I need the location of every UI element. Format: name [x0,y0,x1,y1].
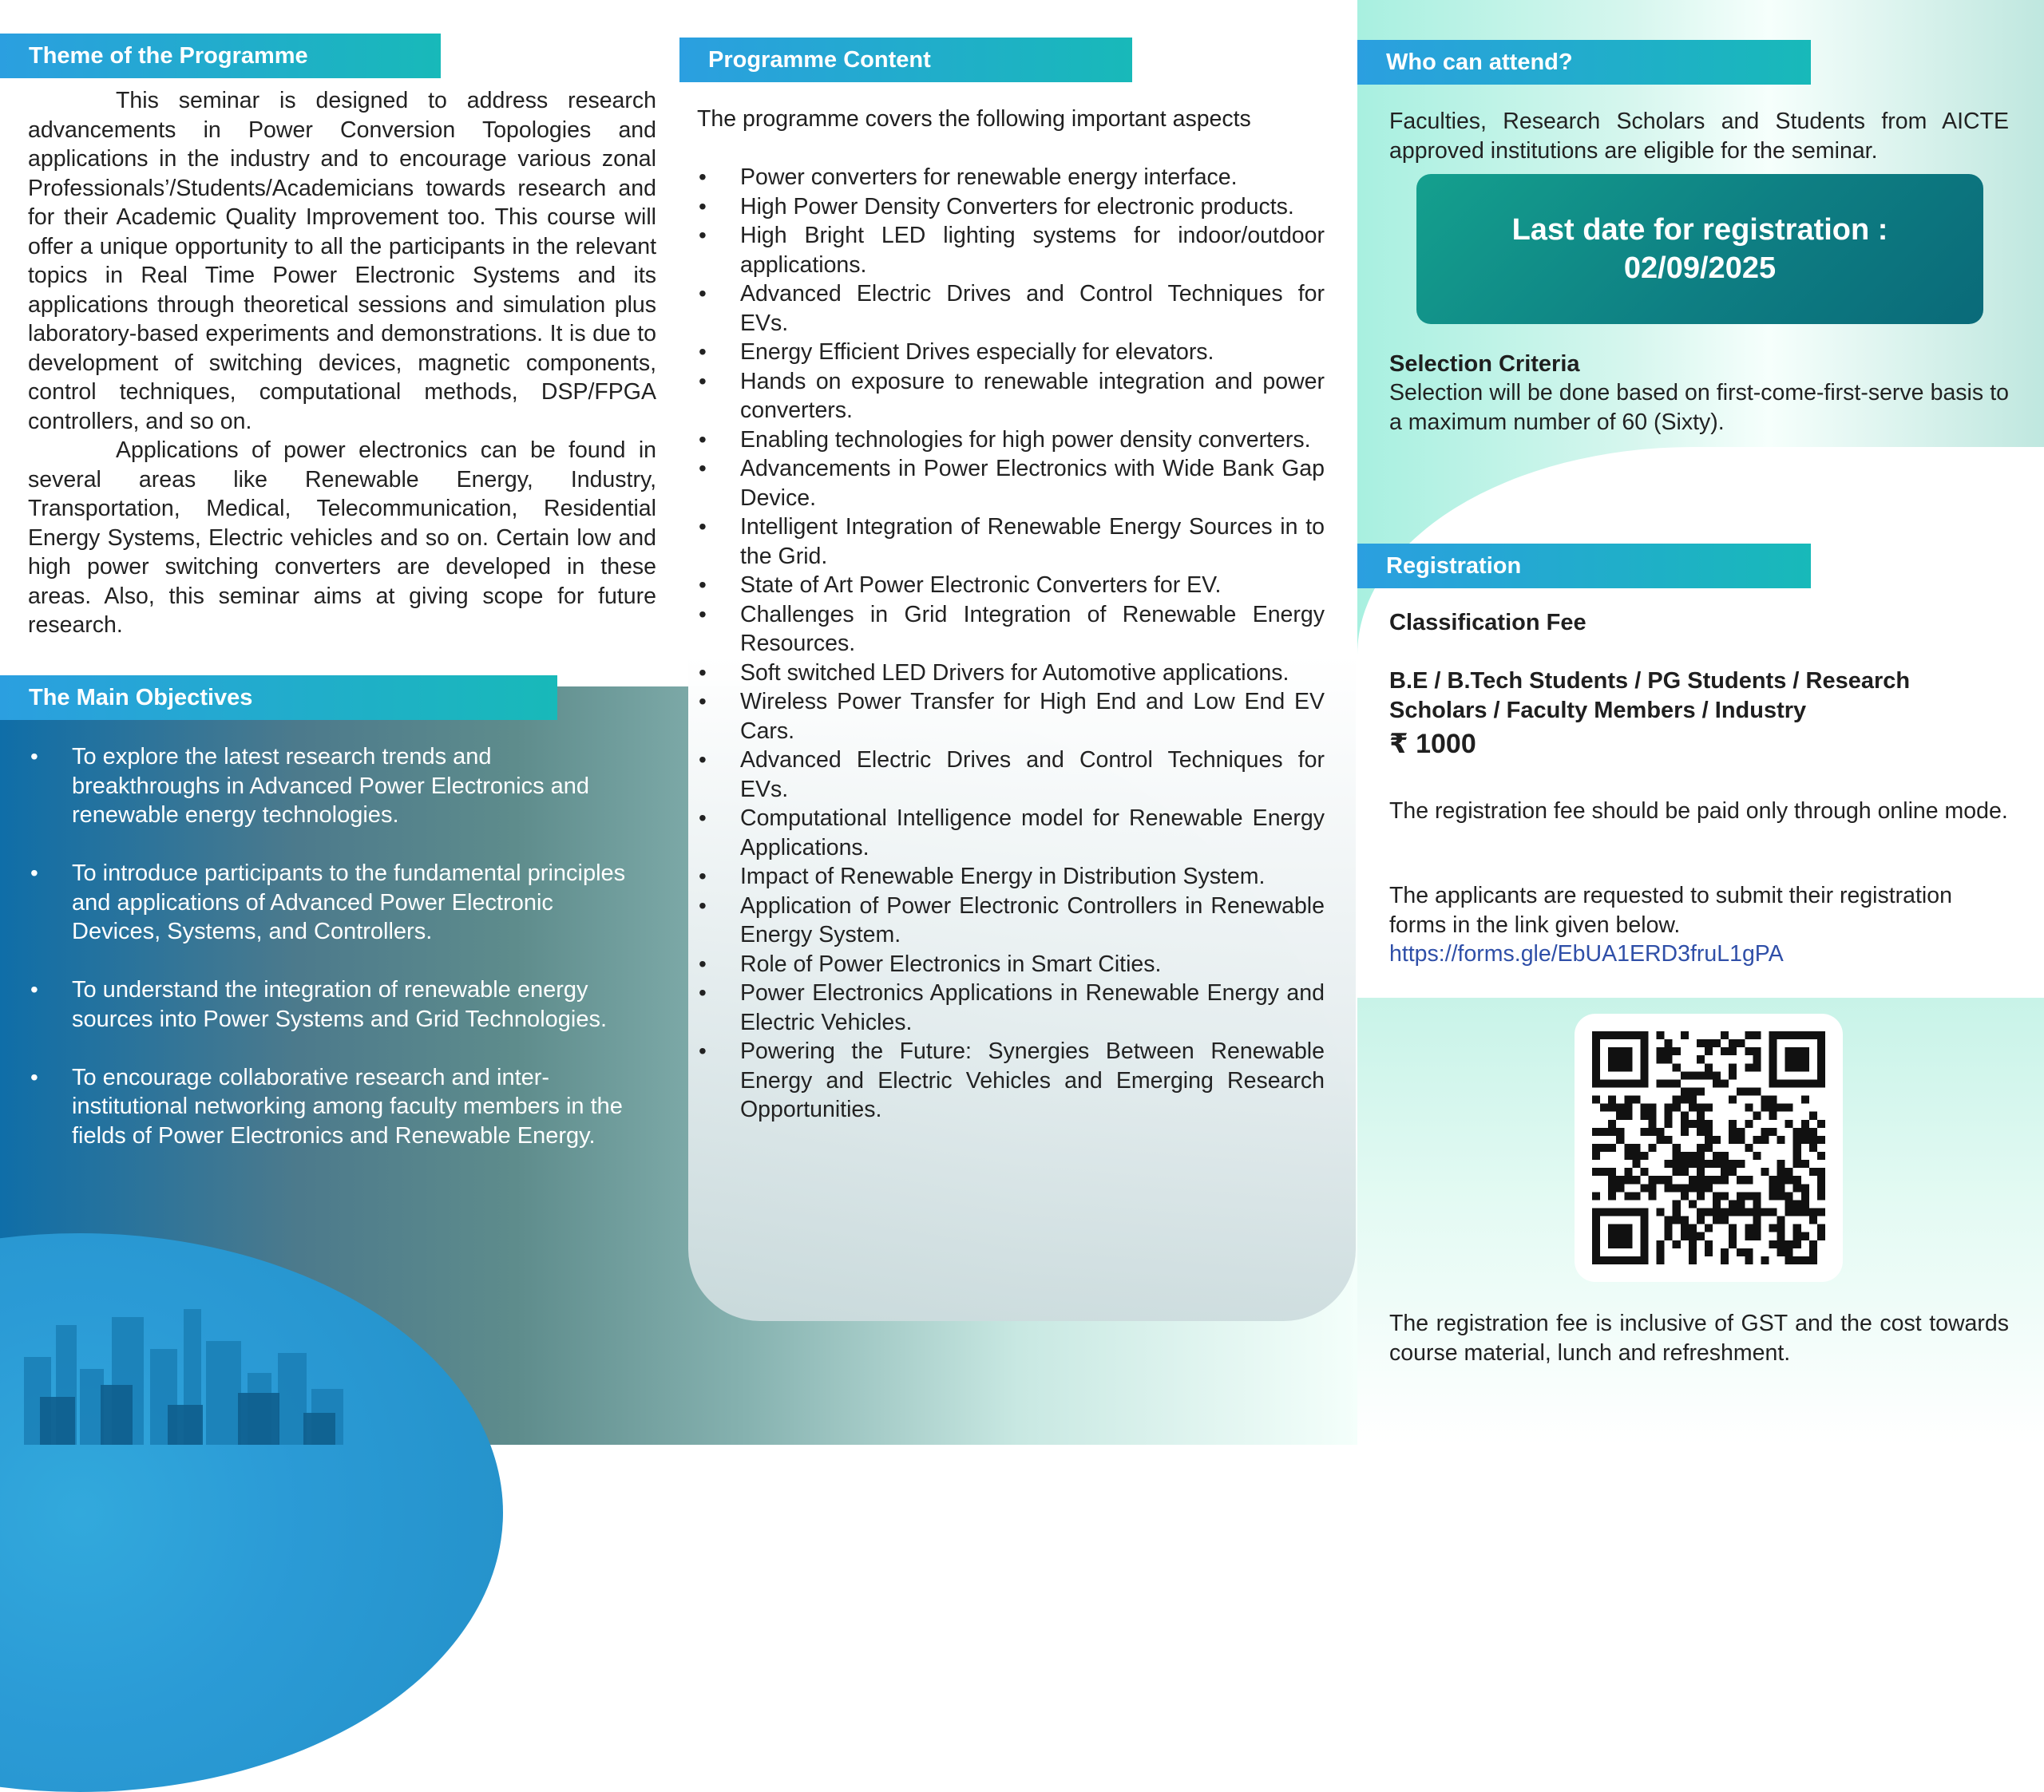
content-item: • Enabling technologies for high power density converters. [697,425,1325,455]
objective-item: • To encourage collaborative research and inter-institutional networking among faculty members in the fields of Power Electronics and Renewable Energy. [29,1063,644,1151]
content-item: • Powering the Future: Synergies Between Renewable Energy and Electric Vehicles and Emerging Research Opportunities. [697,1037,1325,1125]
attend-text: Faculties, Research Scholars and Students from AICTE approved institutions are eligible for the seminar. [1389,109,2009,164]
content-item: • Hands on exposure to renewable integration and power converters. [697,367,1325,425]
objectives-section [29,742,644,1180]
objectives-header-label: The Main Objectives [29,684,253,710]
fee-title: Classification Fee [1389,610,1586,635]
content-header-label: Programme Content [708,46,931,73]
content-item: • Energy Efficient Drives especially for elevators. [697,338,1325,367]
content-item: • Power converters for renewable energy interface. [697,163,1325,192]
content-item: • Challenges in Grid Integration of Renewable Energy Resources. [697,600,1325,659]
content-item: • Soft switched LED Drivers for Automotive applications. [697,659,1325,688]
fee-amount: ₹ 1000 [1389,729,1476,759]
objective-item: • To explore the latest research trends and breakthroughs in Advanced Power Electronics and renewable energy technologies. [29,742,644,830]
objectives-list [29,742,644,1150]
registration-header-label: Registration [1386,552,1522,579]
content-list [697,163,1325,1125]
deadline-box [1416,174,1983,324]
content-item: • Advanced Electric Drives and Control Techniques for EVs. [697,746,1325,804]
theme-paragraph-2: Applications of power electronics can be found in several areas like Renewable Energy, Industry, Transportation, Medical, Telecommunication, Residential Energy Systems, Electric vehicles and so on. Certain low and high power switching converters are developed in these areas. Also, this seminar aims at giving scope for future research. [28,437,656,638]
gst-note: The registration fee is inclusive of GST and the cost towards course material, lunch and refreshment. [1389,1311,2009,1366]
content-item: • Application of Power Electronic Controllers in Renewable Energy System. [697,892,1325,950]
registration-header [1357,544,1811,588]
objective-item: • To introduce participants to the fundamental principles and applications of Advanced Power Electronic Devices, Systems, and Controllers. [29,859,644,947]
content-item: • Computational Intelligence model for Renewable Energy Applications. [697,804,1325,862]
content-item: • Power Electronics Applications in Renewable Energy and Electric Vehicles. [697,979,1325,1037]
content-intro: The programme covers the following important aspects [697,106,1251,132]
objectives-header [0,675,557,720]
qr-code-icon[interactable] [1592,1031,1825,1264]
objective-item: • To understand the integration of renewable energy sources into Power Systems and Grid Technologies. [29,975,644,1034]
city-skyline-icon [24,1293,359,1445]
attend-header-label: Who can attend? [1386,49,1573,75]
submit-note: The applicants are requested to submit their registration forms in the link given below. [1389,883,1952,938]
theme-header-label: Theme of the Programme [29,42,308,69]
content-item: • Advanced Electric Drives and Control Techniques for EVs. [697,279,1325,338]
content-header [679,38,1132,82]
deadline-date: 02/09/2025 [1623,251,1777,285]
fee-category: B.E / B.Tech Students / PG Students / Research Scholars / Faculty Members / Industry [1389,668,1911,723]
content-section [697,163,1325,1125]
content-item: • Intelligent Integration of Renewable Energy Sources in to the Grid. [697,512,1325,571]
content-item: • State of Art Power Electronic Converters for EV. [697,571,1325,600]
attend-header [1357,40,1811,85]
qr-code-card [1575,1014,1843,1282]
content-item: • Wireless Power Transfer for High End and Low End EV Cars. [697,687,1325,746]
selection-text: Selection will be done based on first-come-first-serve basis to a maximum number of 60 (Sixty). [1389,380,2009,435]
theme-header [0,34,441,78]
deadline-label: Last date for registration : [1511,213,1888,247]
online-payment-note: The registration fee should be paid only through online mode. [1389,798,2008,824]
theme-paragraph-1: This seminar is designed to address research advancements in Power Conversion Topologies and applications in the industry and to encourage various zonal Professionals’/Students/Academicians towards research and for their Academic Quality Improvement too. This course will offer a unique opportunity to all the participants in the relevant topics in Real Time Power Electronic Systems and its applications through theoretical sessions and simulation plus laboratory-based experiments and demonstrations. It is due to development of switching devices, magnetic components, control techniques, computational methods, DSP/FPGA controllers, and so on. [28,88,656,434]
selection-title: Selection Criteria [1389,351,1580,377]
content-item: • High Bright LED lighting systems for indoor/outdoor applications. [697,221,1325,279]
theme-text [28,86,656,640]
content-item: • Advancements in Power Electronics with Wide Bank Gap Device. [697,454,1325,512]
content-item: • Impact of Renewable Energy in Distribution System. [697,862,1325,892]
registration-form-link[interactable]: https://forms.gle/EbUA1ERD3fruL1gPA [1389,941,1784,967]
content-item: • High Power Density Converters for electronic products. [697,192,1325,222]
content-item: • Role of Power Electronics in Smart Cities. [697,950,1325,979]
